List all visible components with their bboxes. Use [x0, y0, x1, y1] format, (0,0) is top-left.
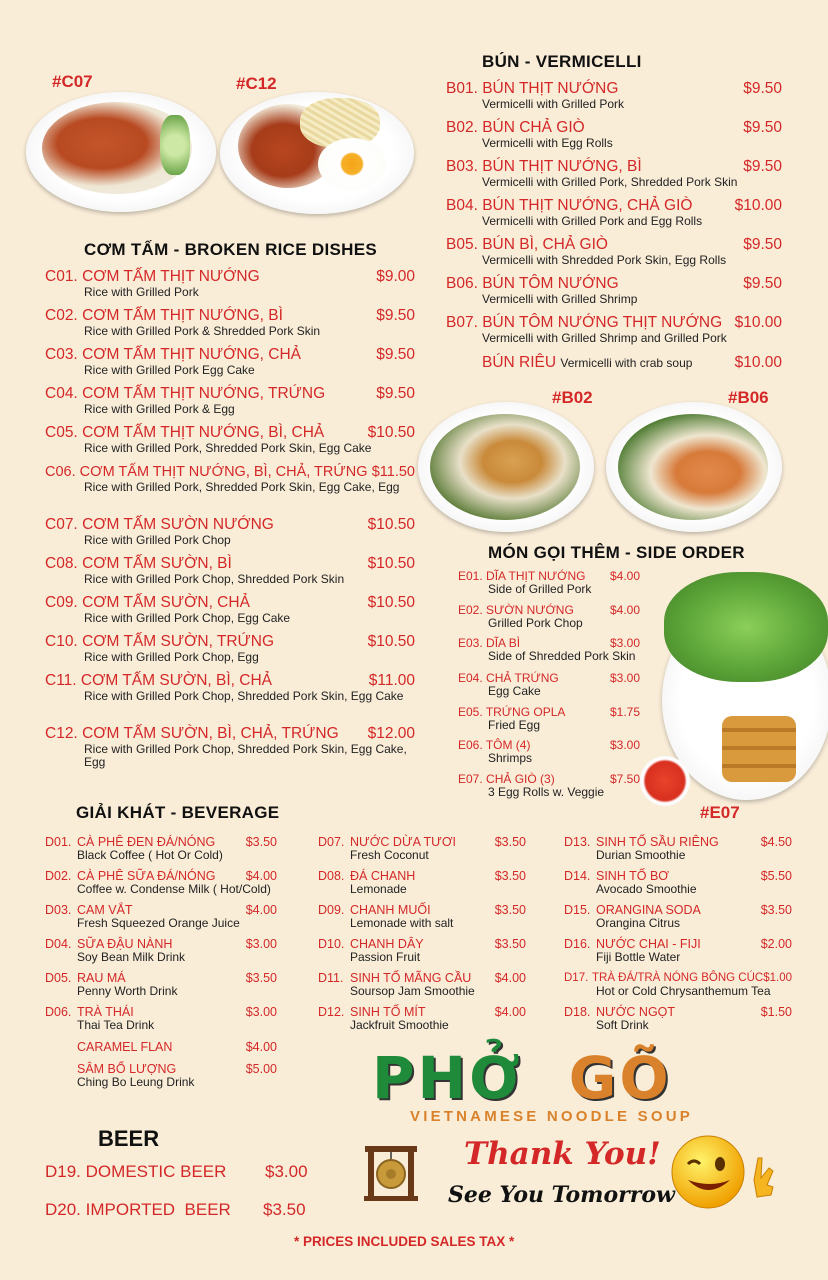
bun-rieu-desc: Vermicelli with crab soup [560, 356, 693, 370]
beverage-item: D11. SINH TỐ MÃNG CẦU $4.00 Soursop Jam Smoothie [318, 971, 526, 998]
bun-item [446, 314, 782, 345]
rice-item [45, 725, 415, 769]
beverage-item: D08. ĐÁ CHANH $3.50 Lemonade [318, 869, 526, 896]
beverage-item-name: NƯỚC NGỌT [596, 1005, 676, 1019]
beverage-item-name: CÀ PHÊ SỮA ĐÁ/NÓNG [77, 869, 216, 883]
bun-item-price: $10.00 [734, 197, 782, 214]
rice-item [45, 516, 415, 547]
beverage-item-name: NƯỚC DỪA TƯƠI [350, 835, 457, 849]
rice-item-name: C02. CƠM TẤM THỊT NƯỚNG, BÌ [45, 307, 283, 324]
beverage-item-name: SÂM BỔ LƯỢNG [77, 1062, 177, 1076]
beverage-item-price: $3.50 [245, 971, 277, 985]
photo-e07-eggrolls [722, 716, 796, 782]
beverage-item: D13. SINH TỐ SẦU RIÊNG $4.50 Durian Smoothie [564, 835, 792, 862]
beverage-item: D12. SINH TỐ MÍT $4.00 Jackfruit Smoothie [318, 1005, 526, 1032]
bun-item [446, 275, 782, 306]
beverage-item-name: CARAMEL FLAN [77, 1040, 173, 1054]
rice-item-name: C03. CƠM TẤM THỊT NƯỚNG, CHẢ [45, 346, 301, 363]
beverage-item-price: $4.50 [760, 835, 792, 849]
rice-item-price: $10.50 [367, 516, 415, 533]
beverage-item: D17. TRÀ ĐÁ/TRÀ NÓNG BÔNG CÚC $1.00 Hot or Cold Chrysanthemum Tea [564, 972, 792, 998]
rice-item [45, 424, 415, 455]
rice-item-desc: Rice with Grilled Pork Chop, Shredded Pork Skin [84, 572, 345, 586]
beverage-section-title: GIẢI KHÁT - BEVERAGE [76, 803, 280, 822]
beverage-item-price: $3.50 [494, 869, 526, 883]
side-item-price: $7.50 [609, 772, 640, 786]
beverage-item: D14. SINH TỐ BƠ $5.50 Avocado Smoothie [564, 869, 792, 896]
beverage-item-name: SINH TỐ MÍT [350, 1005, 426, 1019]
rice-item-price: $11.50 [371, 464, 415, 480]
bun-item-price: $9.50 [743, 275, 782, 292]
rice-item-price: $10.50 [367, 633, 415, 650]
side-item-name: E04. CHẢ TRỨNG [458, 671, 559, 685]
brand-logo-word1: PHỞ [372, 1044, 523, 1112]
bun-rieu-item [482, 354, 782, 372]
bun-item-desc: Vermicelli with Grilled Shrimp and Grilled Pork [482, 331, 727, 345]
rice-item-price: $10.50 [367, 555, 415, 572]
rice-item-name: C11. CƠM TẤM SƯỜN, BÌ, CHẢ [45, 672, 273, 689]
beverage-item-price: $3.00 [245, 1005, 277, 1019]
bun-item-price: $10.00 [734, 314, 782, 331]
bun-item-price: $9.50 [743, 236, 782, 253]
beverage-item-name: CÀ PHÊ ĐEN ĐÁ/NÓNG [77, 835, 216, 849]
rice-item-name: C06. CƠM TẤM THỊT NƯỚNG, BÌ, CHẢ, TRỨNG [45, 464, 368, 480]
beverage-item-price: $4.00 [245, 903, 277, 917]
beverage-item-name: NƯỚC CHAI - FIJI [596, 937, 701, 951]
side-item-desc: Shrimps [488, 751, 533, 765]
beverage-item: D02. CÀ PHÊ SỮA ĐÁ/NÓNG $4.00 Coffee w. Condense Milk ( Hot/Cold) [45, 869, 277, 896]
bun-item [446, 236, 782, 267]
side-item-price: $4.00 [609, 569, 640, 583]
beer-item-price: $3.00 [265, 1162, 308, 1181]
side-item-price: $3.00 [609, 671, 640, 685]
side-item-name: E03. DĨA BÌ [458, 636, 521, 650]
bun-section-title: BÚN - VERMICELLI [482, 52, 642, 71]
bun-item [446, 158, 782, 189]
side-item-price: $3.00 [609, 636, 640, 650]
rice-section-title: CƠM TẤM - BROKEN RICE DISHES [84, 240, 378, 259]
beverage-item-price: $1.50 [760, 1005, 792, 1019]
rice-item [45, 463, 415, 494]
side-item [458, 773, 640, 799]
bun-item-name: B02. BÚN CHẢ GIÒ [446, 119, 585, 136]
bun-item-desc: Vermicelli with Grilled Pork, Shredded Pork Skin [482, 175, 738, 189]
bun-item-name: B05. BÚN BÌ, CHẢ GIÒ [446, 236, 608, 253]
beverage-item: D09. CHANH MUỐI $3.50 Lemonade with salt [318, 903, 526, 930]
side-item-name: E02. SƯỜN NƯỚNG [458, 603, 574, 617]
side-item-name: E07. CHẢ GIÒ (3) [458, 772, 555, 786]
beverage-item-price: $5.50 [760, 869, 792, 883]
rice-item-price: $12.00 [367, 725, 415, 742]
rice-item-desc: Rice with Grilled Pork, Shredded Pork Skin, Egg Cake [84, 441, 372, 455]
beverage-item-price: $3.50 [494, 937, 526, 951]
brand-logo-word2: GÕ [568, 1044, 672, 1112]
beverage-item-price: $5.00 [245, 1062, 277, 1076]
bun-item-price: $9.50 [743, 119, 782, 136]
rice-item-desc: Rice with Grilled Pork & Shredded Pork Skin [84, 324, 321, 338]
side-item-name: E01. DĨA THỊT NƯỚNG [458, 569, 586, 583]
side-item-price: $4.00 [609, 603, 640, 617]
rice-item [45, 346, 415, 377]
rice-item-desc: Rice with Grilled Pork, Shredded Pork Skin, Egg Cake, Egg [84, 480, 400, 494]
rice-item-desc: Rice with Grilled Pork Egg Cake [84, 363, 255, 377]
bun-item-desc: Vermicelli with Grilled Pork [482, 97, 625, 111]
side-item-desc: Grilled Pork Chop [488, 616, 583, 630]
bun-item-desc: Vermicelli with Shredded Pork Skin, Egg Rolls [482, 253, 727, 267]
thank-you-text: Thank You! [464, 1136, 661, 1172]
side-item [458, 637, 640, 663]
brand-logo [372, 1044, 772, 1112]
beverage-item: D01. CÀ PHÊ ĐEN ĐÁ/NÓNG $3.50 Black Coffee ( Hot Or Cold) [45, 835, 277, 862]
beverage-item: D15. ORANGINA SODA $3.50 Orangina Citrus [564, 903, 792, 930]
beverage-item-name: ĐÁ CHANH [350, 869, 416, 883]
bun-item-desc: Vermicelli with Grilled Pork and Egg Rolls [482, 214, 703, 228]
beverage-item-name: ORANGINA SODA [596, 903, 701, 917]
bun-item-name: B04. BÚN THỊT NƯỚNG, CHẢ GIÒ [446, 197, 693, 214]
rice-item-name: C05. CƠM TẤM THỊT NƯỚNG, BÌ, CHẢ [45, 424, 325, 441]
beverage-item-price: $4.00 [494, 1005, 526, 1019]
bun-item-desc: Vermicelli with Egg Rolls [482, 136, 613, 150]
beverage-item-name: TRÀ ĐÁ/TRÀ NÓNG BÔNG CÚC [591, 972, 764, 984]
beverage-item-name: SINH TỐ MÃNG CẦU [350, 971, 472, 985]
beverage-item-price: $3.50 [494, 903, 526, 917]
side-item-desc: Side of Grilled Pork [488, 582, 592, 596]
side-item-name: E05. TRỨNG OPLA [458, 705, 566, 719]
side-item [458, 570, 640, 596]
beverage-item-name: SINH TỐ BƠ [596, 869, 669, 883]
rice-item-name: C10. CƠM TẤM SƯỜN, TRỨNG [45, 633, 275, 650]
side-item-desc: 3 Egg Rolls w. Veggie [488, 785, 605, 799]
bun-item-name: B06. BÚN TÔM NƯỚNG [446, 275, 619, 292]
beverage-item-name: CAM VẮT [77, 903, 133, 917]
side-section-title: MÓN GỌI THÊM - SIDE ORDER [488, 543, 745, 562]
beverage-item: D04. SỮA ĐẬU NÀNH $3.00 Soy Bean Milk Drink [45, 937, 277, 964]
bun-item-name: B07. BÚN TÔM NƯỚNG THỊT NƯỚNG [446, 314, 723, 331]
beverage-item-price: $4.00 [245, 869, 277, 883]
bun-item-name: B03. BÚN THỊT NƯỚNG, BÌ [446, 158, 642, 175]
beer-section-title: BEER [98, 1126, 160, 1151]
rice-item-price: $11.00 [368, 672, 415, 689]
side-item [458, 672, 640, 698]
side-item-desc: Egg Cake [488, 684, 541, 698]
beverage-item-name: SỮA ĐẬU NÀNH [77, 937, 173, 951]
bun-item-name: B01. BÚN THỊT NƯỚNG [446, 80, 619, 97]
beverage-item-name: RAU MÁ [77, 971, 126, 985]
photo-tag-c12: #C12 [236, 74, 277, 93]
rice-item-price: $10.50 [367, 424, 415, 441]
beverage-item-price: $3.50 [245, 835, 277, 849]
rice-item-desc: Rice with Grilled Pork Chop, Egg Cake [84, 611, 291, 625]
beverage-item-price: $4.00 [245, 1040, 277, 1054]
photo-tag-c07: #C07 [52, 72, 93, 91]
side-item-desc: Side of Shredded Pork Skin [488, 649, 636, 663]
beverage-item: D18. NƯỚC NGỌT $1.50 Soft Drink [564, 1005, 792, 1032]
beer-item: D19. DOMESTIC BEER $3.00 [45, 1162, 308, 1181]
beverage-item-price: $3.50 [760, 903, 792, 917]
rice-item [45, 594, 415, 625]
gong-icon [362, 1142, 420, 1202]
side-item [458, 739, 640, 765]
rice-item [45, 307, 415, 338]
rice-item-price: $9.50 [376, 346, 415, 363]
beverage-item-name: CHANH MUỐI [350, 903, 431, 917]
beverage-item: D03. CAM VẮT $4.00 Fresh Squeezed Orange Juice [45, 903, 277, 930]
side-item-price: $1.75 [609, 705, 640, 719]
beverage-item-name: TRÀ THÁI [77, 1005, 134, 1019]
beverage-item-price: $2.00 [760, 937, 792, 951]
rice-item-price: $9.00 [376, 268, 415, 285]
rice-item-desc: Rice with Grilled Pork Chop, Egg [84, 650, 259, 664]
beverage-item-name: CHANH DÂY [350, 937, 424, 951]
rice-item [45, 268, 415, 299]
rice-item-desc: Rice with Grilled Pork [84, 285, 199, 299]
tax-note: * PRICES INCLUDED SALES TAX * [294, 1234, 515, 1249]
beverage-item-price: $4.00 [494, 971, 526, 985]
side-item-desc: Fried Egg [488, 718, 541, 732]
winking-smiley-icon [670, 1134, 782, 1210]
beverage-item: D05. RAU MÁ $3.50 Penny Worth Drink [45, 971, 277, 998]
beverage-item: D07. NƯỚC DỪA TƯƠI $3.50 Fresh Coconut [318, 835, 526, 862]
beer-item-name: IMPORTED BEER [85, 1200, 231, 1219]
beverage-item: D16. NƯỚC CHAI - FIJI $2.00 Fiji Bottle Water [564, 937, 792, 964]
beer-item-name: DOMESTIC BEER [85, 1162, 227, 1181]
rice-item [45, 672, 415, 703]
see-you-text: See You Tomorrow [448, 1182, 675, 1208]
photo-e07-lettuce [664, 572, 828, 682]
beverage-item-price: $3.00 [245, 937, 277, 951]
rice-item [45, 385, 415, 416]
side-item [458, 706, 640, 732]
rice-item-desc: Rice with Grilled Pork Chop, Shredded Pork Skin, Egg Cake [84, 689, 404, 703]
side-item-name: E06. TÔM (4) [458, 738, 531, 752]
rice-item-name: C12. CƠM TẤM SƯỜN, BÌ, CHẢ, TRỨNG [45, 725, 339, 742]
rice-item-name: C09. CƠM TẤM SƯỜN, CHẢ [45, 594, 250, 611]
photo-tag-e07: #E07 [700, 803, 740, 822]
bun-item [446, 80, 782, 111]
beverage-item [45, 1041, 277, 1054]
side-item-price: $3.00 [609, 738, 640, 752]
beverage-item: SÂM BỔ LƯỢNG $5.00 Ching Bo Leung Drink [77, 1062, 277, 1089]
photo-tag-b02: #B02 [552, 388, 593, 407]
rice-item-name: C01. CƠM TẤM THỊT NƯỚNG [45, 268, 260, 285]
rice-item-price: $10.50 [367, 594, 415, 611]
bun-item-price: $9.50 [743, 158, 782, 175]
photo-b02-food [430, 414, 580, 520]
rice-item-desc: Rice with Grilled Pork & Egg [84, 402, 235, 416]
photo-e07-sauce [640, 756, 690, 806]
rice-item-price: $9.50 [376, 385, 415, 402]
rice-item-desc: Rice with Grilled Pork Chop, Shredded Pork Skin, Egg Cake, Egg [84, 742, 407, 769]
rice-item-price: $9.50 [376, 307, 415, 324]
rice-item-name: C07. CƠM TẤM SƯỜN NƯỚNG [45, 516, 274, 533]
side-item [458, 604, 640, 630]
bun-rieu-name: BÚN RIÊU [482, 354, 557, 371]
bun-item [446, 197, 782, 228]
photo-c07-cucumber [160, 115, 190, 175]
photo-b06-food [618, 414, 768, 520]
beverage-item-price: $1.00 [763, 972, 792, 984]
rice-item [45, 555, 415, 586]
beer-item-price: $3.50 [263, 1200, 306, 1219]
rice-item [45, 633, 415, 664]
rice-item-name: C04. CƠM TẤM THỊT NƯỚNG, TRỨNG [45, 385, 326, 402]
brand-tagline: VIETNAMESE NOODLE SOUP [410, 1108, 693, 1125]
photo-c12-egg [318, 138, 386, 190]
beverage-item: D10. CHANH DÂY $3.50 Passion Fruit [318, 937, 526, 964]
bun-rieu-price: $10.00 [734, 354, 782, 371]
bun-item [446, 119, 782, 150]
beverage-item-name: SINH TỐ SẦU RIÊNG [596, 835, 719, 849]
photo-tag-b06: #B06 [728, 388, 769, 407]
beverage-item-price: $3.50 [494, 835, 526, 849]
beverage-item: D06. TRÀ THÁI $3.00 Thai Tea Drink [45, 1005, 277, 1032]
bun-item-price: $9.50 [743, 80, 782, 97]
beer-item: D20. IMPORTED BEER $3.50 [45, 1200, 306, 1219]
rice-item-name: C08. CƠM TẤM SƯỜN, BÌ [45, 555, 232, 572]
bun-item-desc: Vermicelli with Grilled Shrimp [482, 292, 638, 306]
rice-item-desc: Rice with Grilled Pork Chop [84, 533, 231, 547]
